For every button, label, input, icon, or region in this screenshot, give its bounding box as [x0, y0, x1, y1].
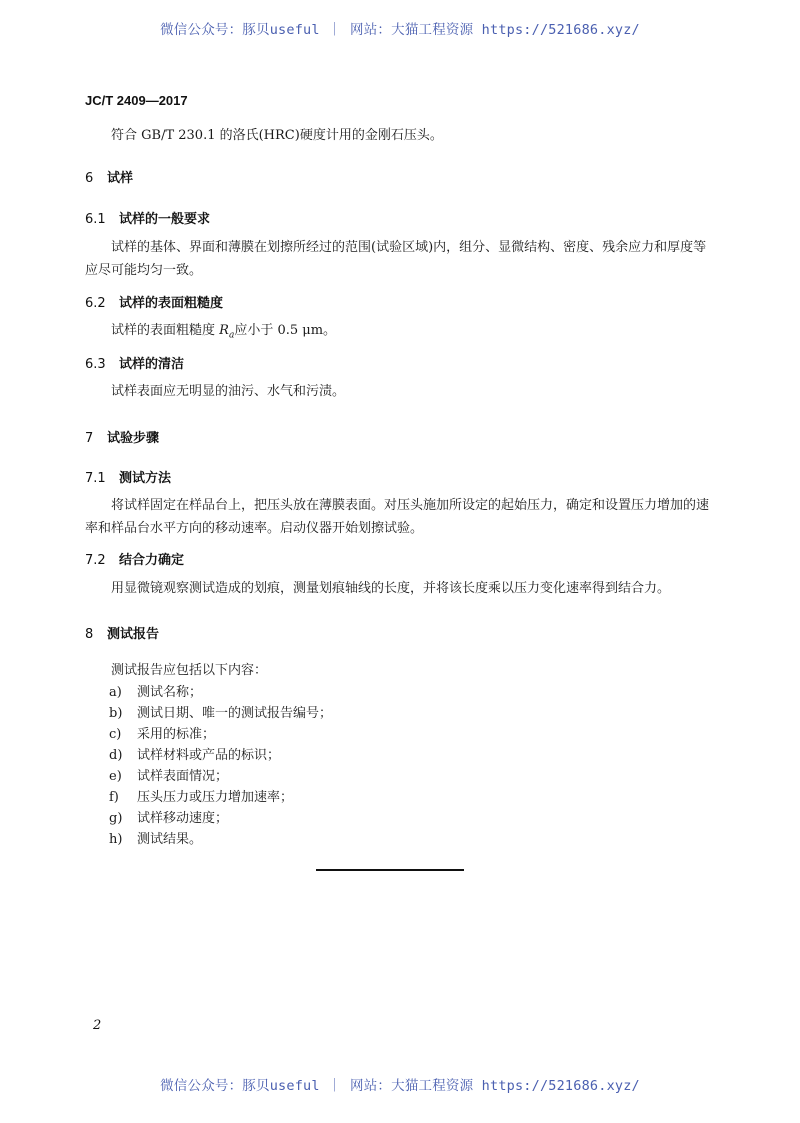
report-items-list — [109, 682, 332, 850]
watermark-bottom: 微信公众号：豚贝useful ｜ 网站：大猫工程资源 https://521686.xyz/ — [160, 1078, 640, 1094]
list-item: d) 试样材料或产品的标识； — [109, 748, 281, 763]
list-item: e) 试样表面情况； — [109, 769, 229, 784]
section-number: 7.2 — [85, 553, 106, 568]
section-number: 7.1 — [85, 471, 106, 486]
section-number: 8 — [85, 627, 94, 642]
list-item: f) 压头压力或压力增加速率； — [109, 790, 294, 805]
end-of-document-rule — [316, 869, 464, 871]
section-title: 试样的一般要求 — [119, 212, 211, 227]
section-title: 试样 — [107, 171, 134, 186]
section-number: 7 — [85, 431, 94, 446]
section-title: 结合力确定 — [119, 553, 185, 568]
roughness-symbol: $R_a$ — [219, 323, 235, 341]
section-7-2-heading — [85, 549, 184, 568]
list-item: g) 试样移动速度； — [109, 811, 229, 826]
section-number: 6.3 — [85, 357, 106, 372]
section-7-1-body: 将试样固定在样品台上，把压头放在薄膜表面。对压头施加所设定的起始压力，确定和设置压力增加的速率和样品台水平方向的移动速率。启动仪器开始划擦试验。 — [85, 498, 710, 536]
list-item: h) 测试结果。 — [109, 832, 203, 847]
continued-paragraph: 符合 GB/T 230.1 的洛氏(HRC)硬度计用的金刚石压头。 — [111, 128, 443, 143]
section-7-1-heading — [85, 467, 171, 486]
section-6-1-heading — [85, 208, 210, 227]
section-number: 6.1 — [85, 212, 106, 227]
watermark-top: 微信公众号：豚贝useful ｜ 网站：大猫工程资源 https://521686.xyz/ — [160, 22, 640, 38]
section-6-2-heading — [85, 292, 223, 311]
section-6-3-body: 试样表面应无明显的油污、水气和污渍。 — [111, 384, 346, 399]
report-intro: 测试报告应包括以下内容： — [111, 663, 268, 678]
section-title: 测试报告 — [107, 627, 160, 642]
section-title: 试验步骤 — [107, 431, 160, 446]
section-title: 测试方法 — [119, 471, 172, 486]
standard-code: JC/T 2409—2017 — [85, 93, 188, 108]
section-8-heading — [85, 623, 159, 642]
list-item: c) 采用的标准； — [109, 727, 216, 742]
section-number: 6 — [85, 171, 94, 186]
section-title: 试样的清洁 — [119, 357, 185, 372]
body-text: 应小于 0.5 μm。 — [234, 323, 337, 338]
section-6-2-body — [111, 322, 336, 345]
section-6-3-heading — [85, 353, 184, 372]
page-number: 2 — [93, 1018, 102, 1033]
section-7-heading — [85, 427, 159, 446]
list-item: a) 测试名称； — [109, 685, 203, 700]
section-6-heading — [85, 167, 133, 186]
section-7-2-body: 用显微镜观察测试造成的划痕，测量划痕轴线的长度，并将该长度乘以压力变化速率得到结合力。 — [111, 581, 671, 596]
section-title: 试样的表面粗糙度 — [119, 296, 224, 311]
body-text: 试样的表面粗糙度 — [111, 323, 220, 338]
section-6-1-body: 试样的基体、界面和薄膜在划擦所经过的范围(试验区域)内，组分、显微结构、密度、残余应力和厚度等应尽可能均匀一致。 — [85, 240, 707, 278]
section-number: 6.2 — [85, 296, 106, 311]
list-item: b) 测试日期、唯一的测试报告编号； — [109, 706, 333, 721]
